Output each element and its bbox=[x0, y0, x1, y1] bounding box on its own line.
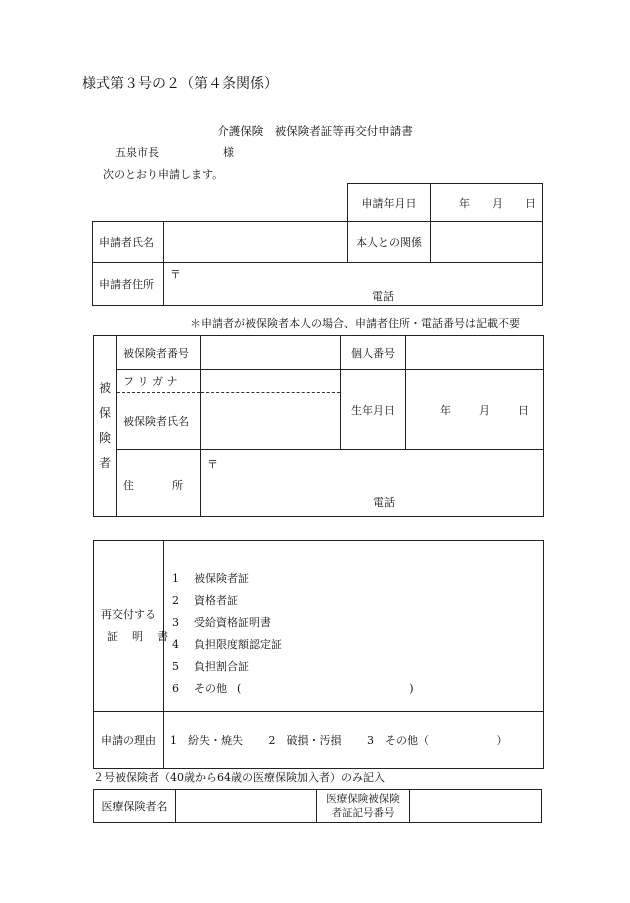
medical-insurer-field[interactable] bbox=[176, 790, 317, 823]
birth-date-field[interactable] bbox=[406, 370, 544, 450]
applicant-address-field[interactable] bbox=[164, 263, 543, 306]
application-date-field[interactable] bbox=[431, 184, 543, 222]
insured-name-field[interactable] bbox=[201, 393, 341, 450]
request-text: 次のとおり申請します。 bbox=[103, 168, 224, 181]
furigana-label: フ リ ガ ナ bbox=[117, 370, 201, 393]
document-option[interactable]: 5 負担割合証 bbox=[172, 660, 249, 673]
document-option[interactable]: 2 資格者証 bbox=[172, 594, 238, 607]
honorific: 様 bbox=[223, 146, 234, 159]
tel-label: 電話 bbox=[372, 290, 394, 303]
address-char: 住 bbox=[123, 479, 134, 492]
document-option[interactable]: 3 受給資格証明書 bbox=[172, 616, 271, 629]
tel-label: 電話 bbox=[373, 496, 395, 509]
insured-vertical-label bbox=[94, 336, 117, 517]
insured-name-label: 被保険者氏名 bbox=[117, 393, 201, 450]
applicant-note: ＊申請者が被保険者本人の場合、申請者住所・電話番号は記載不要 bbox=[190, 317, 520, 330]
vertical-char: 被 bbox=[98, 381, 111, 395]
reason-options bbox=[164, 712, 544, 769]
year-label: 年 bbox=[459, 196, 470, 210]
applicant-table bbox=[92, 183, 543, 306]
vertical-char: 険 bbox=[98, 431, 111, 445]
reason-option[interactable]: 2 破損・汚損 bbox=[268, 734, 342, 747]
day-label: 日 bbox=[525, 196, 536, 210]
document-option[interactable]: 1 被保険者証 bbox=[172, 572, 249, 585]
reissue-label-line1: 再交付する bbox=[101, 608, 156, 621]
vertical-char: 保 bbox=[98, 406, 111, 420]
personal-number-label: 個人番号 bbox=[341, 336, 406, 370]
addressee-name: 五泉市長 bbox=[115, 146, 159, 159]
month-label: 月 bbox=[479, 403, 490, 417]
medical-insurer-label: 医療保険者名 bbox=[94, 790, 176, 823]
medical-cert-number-field[interactable] bbox=[410, 790, 542, 823]
reissue-document-list bbox=[164, 541, 544, 712]
address-char: 所 bbox=[172, 479, 183, 492]
document-title: 介護保険 被保険者証等再交付申請書 bbox=[217, 124, 413, 138]
reason-label: 申請の理由 bbox=[94, 712, 164, 769]
application-date-label: 申請年月日 bbox=[348, 184, 431, 222]
reason-option[interactable]: 3 その他（ bbox=[367, 734, 429, 747]
birth-date-label: 生年月日 bbox=[341, 370, 406, 450]
insured-number-field[interactable] bbox=[201, 336, 341, 370]
day-label: 日 bbox=[518, 403, 529, 417]
document-option[interactable]: 4 負担限度額認定証 bbox=[172, 638, 282, 651]
applicant-address-label: 申請者住所 bbox=[93, 263, 164, 306]
reissue-table bbox=[93, 540, 544, 769]
applicant-name-field[interactable] bbox=[164, 222, 348, 263]
relation-field[interactable] bbox=[431, 222, 543, 263]
year-label: 年 bbox=[440, 403, 451, 417]
vertical-char: 者 bbox=[98, 456, 111, 470]
addressee bbox=[115, 144, 234, 160]
month-label: 月 bbox=[492, 196, 503, 210]
reason-option[interactable]: 1 紛失・焼失 bbox=[170, 734, 243, 747]
insured-table bbox=[93, 335, 544, 517]
medical-cert-number-label: 医療保険被保険 者証記号番号 bbox=[317, 790, 410, 823]
insured-address-field[interactable] bbox=[201, 450, 544, 517]
second-insured-note: ２号被保険者（40歳から64歳の医療保険加入者）のみ記入 bbox=[93, 771, 385, 784]
relation-label: 本人との関係 bbox=[348, 222, 431, 263]
postal-mark: 〒 bbox=[207, 458, 218, 471]
insured-number-label: 被保険者番号 bbox=[117, 336, 201, 370]
furigana-field[interactable] bbox=[201, 370, 341, 393]
medical-insurance-table bbox=[93, 789, 542, 823]
reissue-document-label bbox=[94, 541, 168, 712]
form-number: 様式第３号の２（第４条関係） bbox=[82, 76, 278, 92]
reissue-label-line2: 証 明 書 bbox=[107, 630, 168, 643]
postal-mark: 〒 bbox=[170, 268, 181, 281]
personal-number-field[interactable] bbox=[406, 336, 544, 370]
insured-address-label bbox=[117, 450, 201, 517]
reason-close: ） bbox=[496, 734, 508, 747]
applicant-name-label: 申請者氏名 bbox=[93, 222, 164, 263]
document-option-other[interactable]: 6 その他 ( ) bbox=[172, 682, 414, 695]
